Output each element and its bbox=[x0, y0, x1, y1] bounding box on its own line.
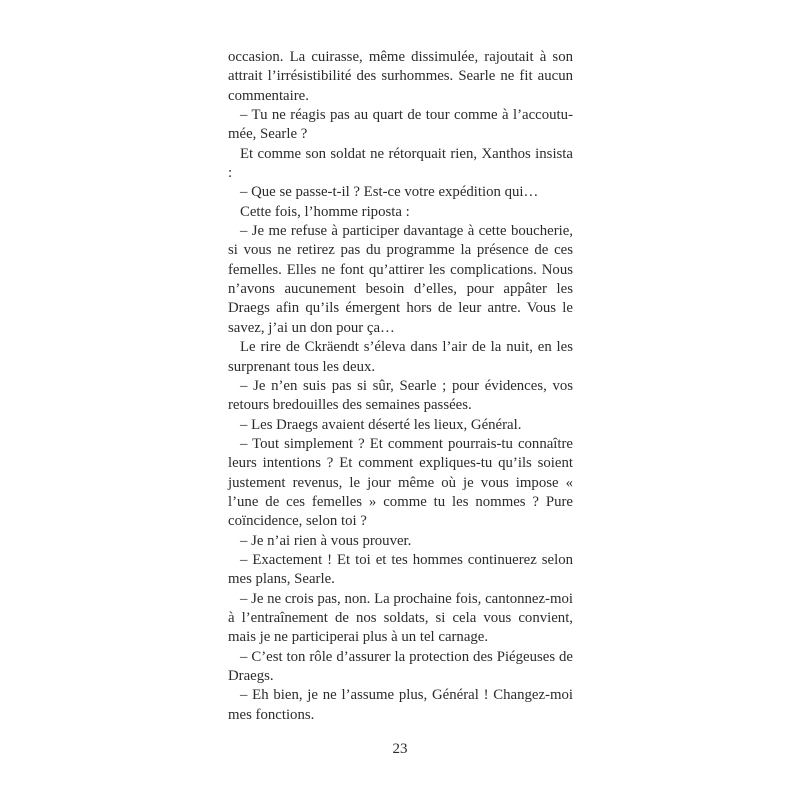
page-number: 23 bbox=[392, 741, 408, 757]
paragraph-4: – Que se passe-t-il ? Est-ce votre expédition qui… bbox=[240, 184, 539, 201]
paragraph-14: – C’est ton rôle d’assurer la protection des Piégeuses de Draegs. bbox=[228, 648, 573, 684]
paragraph-3: Et comme son soldat ne rétorquait rien, Xanthos insista : bbox=[228, 145, 573, 182]
paragraph-10: – Tout simplement ? Et comment pourrais-tu connaître leurs intentions ? Et comment expliques-tu qu’ils soient justement revenus, le jour même où je vous impose « l’une de ces femelles » comme tu les nommes ? Pure coïncidence, selon toi ? bbox=[228, 435, 573, 530]
paragraph-13: – Je ne crois pas, non. La prochaine fois, cantonnez-moi à l’entraînement de nos soldats, si cela vous convient, mais je ne participerai plus à un tel carnage. bbox=[228, 590, 573, 646]
paragraph-9: – Les Draegs avaient déserté les lieux, Général. bbox=[240, 416, 522, 433]
paragraph-11: – Je n’ai rien à vous prouver. bbox=[240, 532, 412, 549]
paragraph-7: Le rire de Ckräendt s’éleva dans l’air de la nuit, en les surprenant tous les deux. bbox=[228, 339, 573, 375]
paragraph-8: – Je n’en suis pas si sûr, Searle ; pour évidences, vos retours bredouilles des semaines passées. bbox=[228, 377, 573, 414]
paragraph-12: – Exactement ! Et toi et tes hommes continuerez selon mes plans, Searle. bbox=[228, 551, 573, 588]
paragraph-2: – Tu ne réagis pas au quart de tour comme à l’accoutumée, Searle ? bbox=[228, 107, 573, 143]
paragraph-6: – Je me refuse à participer davantage à cette boucherie, si vous ne retirez pas du programme la présence de ces femelles. Elles ne font qu’attirer les complications. Nous n’avons aucunement besoin d’elles, pour appâter les Draegs afin qu’ils émergent hors de leur antre. Vous le savez, j’ai un don pour ça… bbox=[228, 223, 573, 336]
body-text bbox=[228, 48, 573, 725]
paragraph-5: Cette fois, l’homme riposta : bbox=[240, 203, 410, 220]
paragraph-1: occasion. La cuirasse, même dissimulée, rajoutait à son attrait l’irrésistibilité des surhommes. Searle ne fit aucun commentaire. bbox=[228, 49, 573, 104]
paragraph-15: – Eh bien, je ne l’assume plus, Général ! Changez-moi mes fonctions. bbox=[228, 687, 573, 723]
